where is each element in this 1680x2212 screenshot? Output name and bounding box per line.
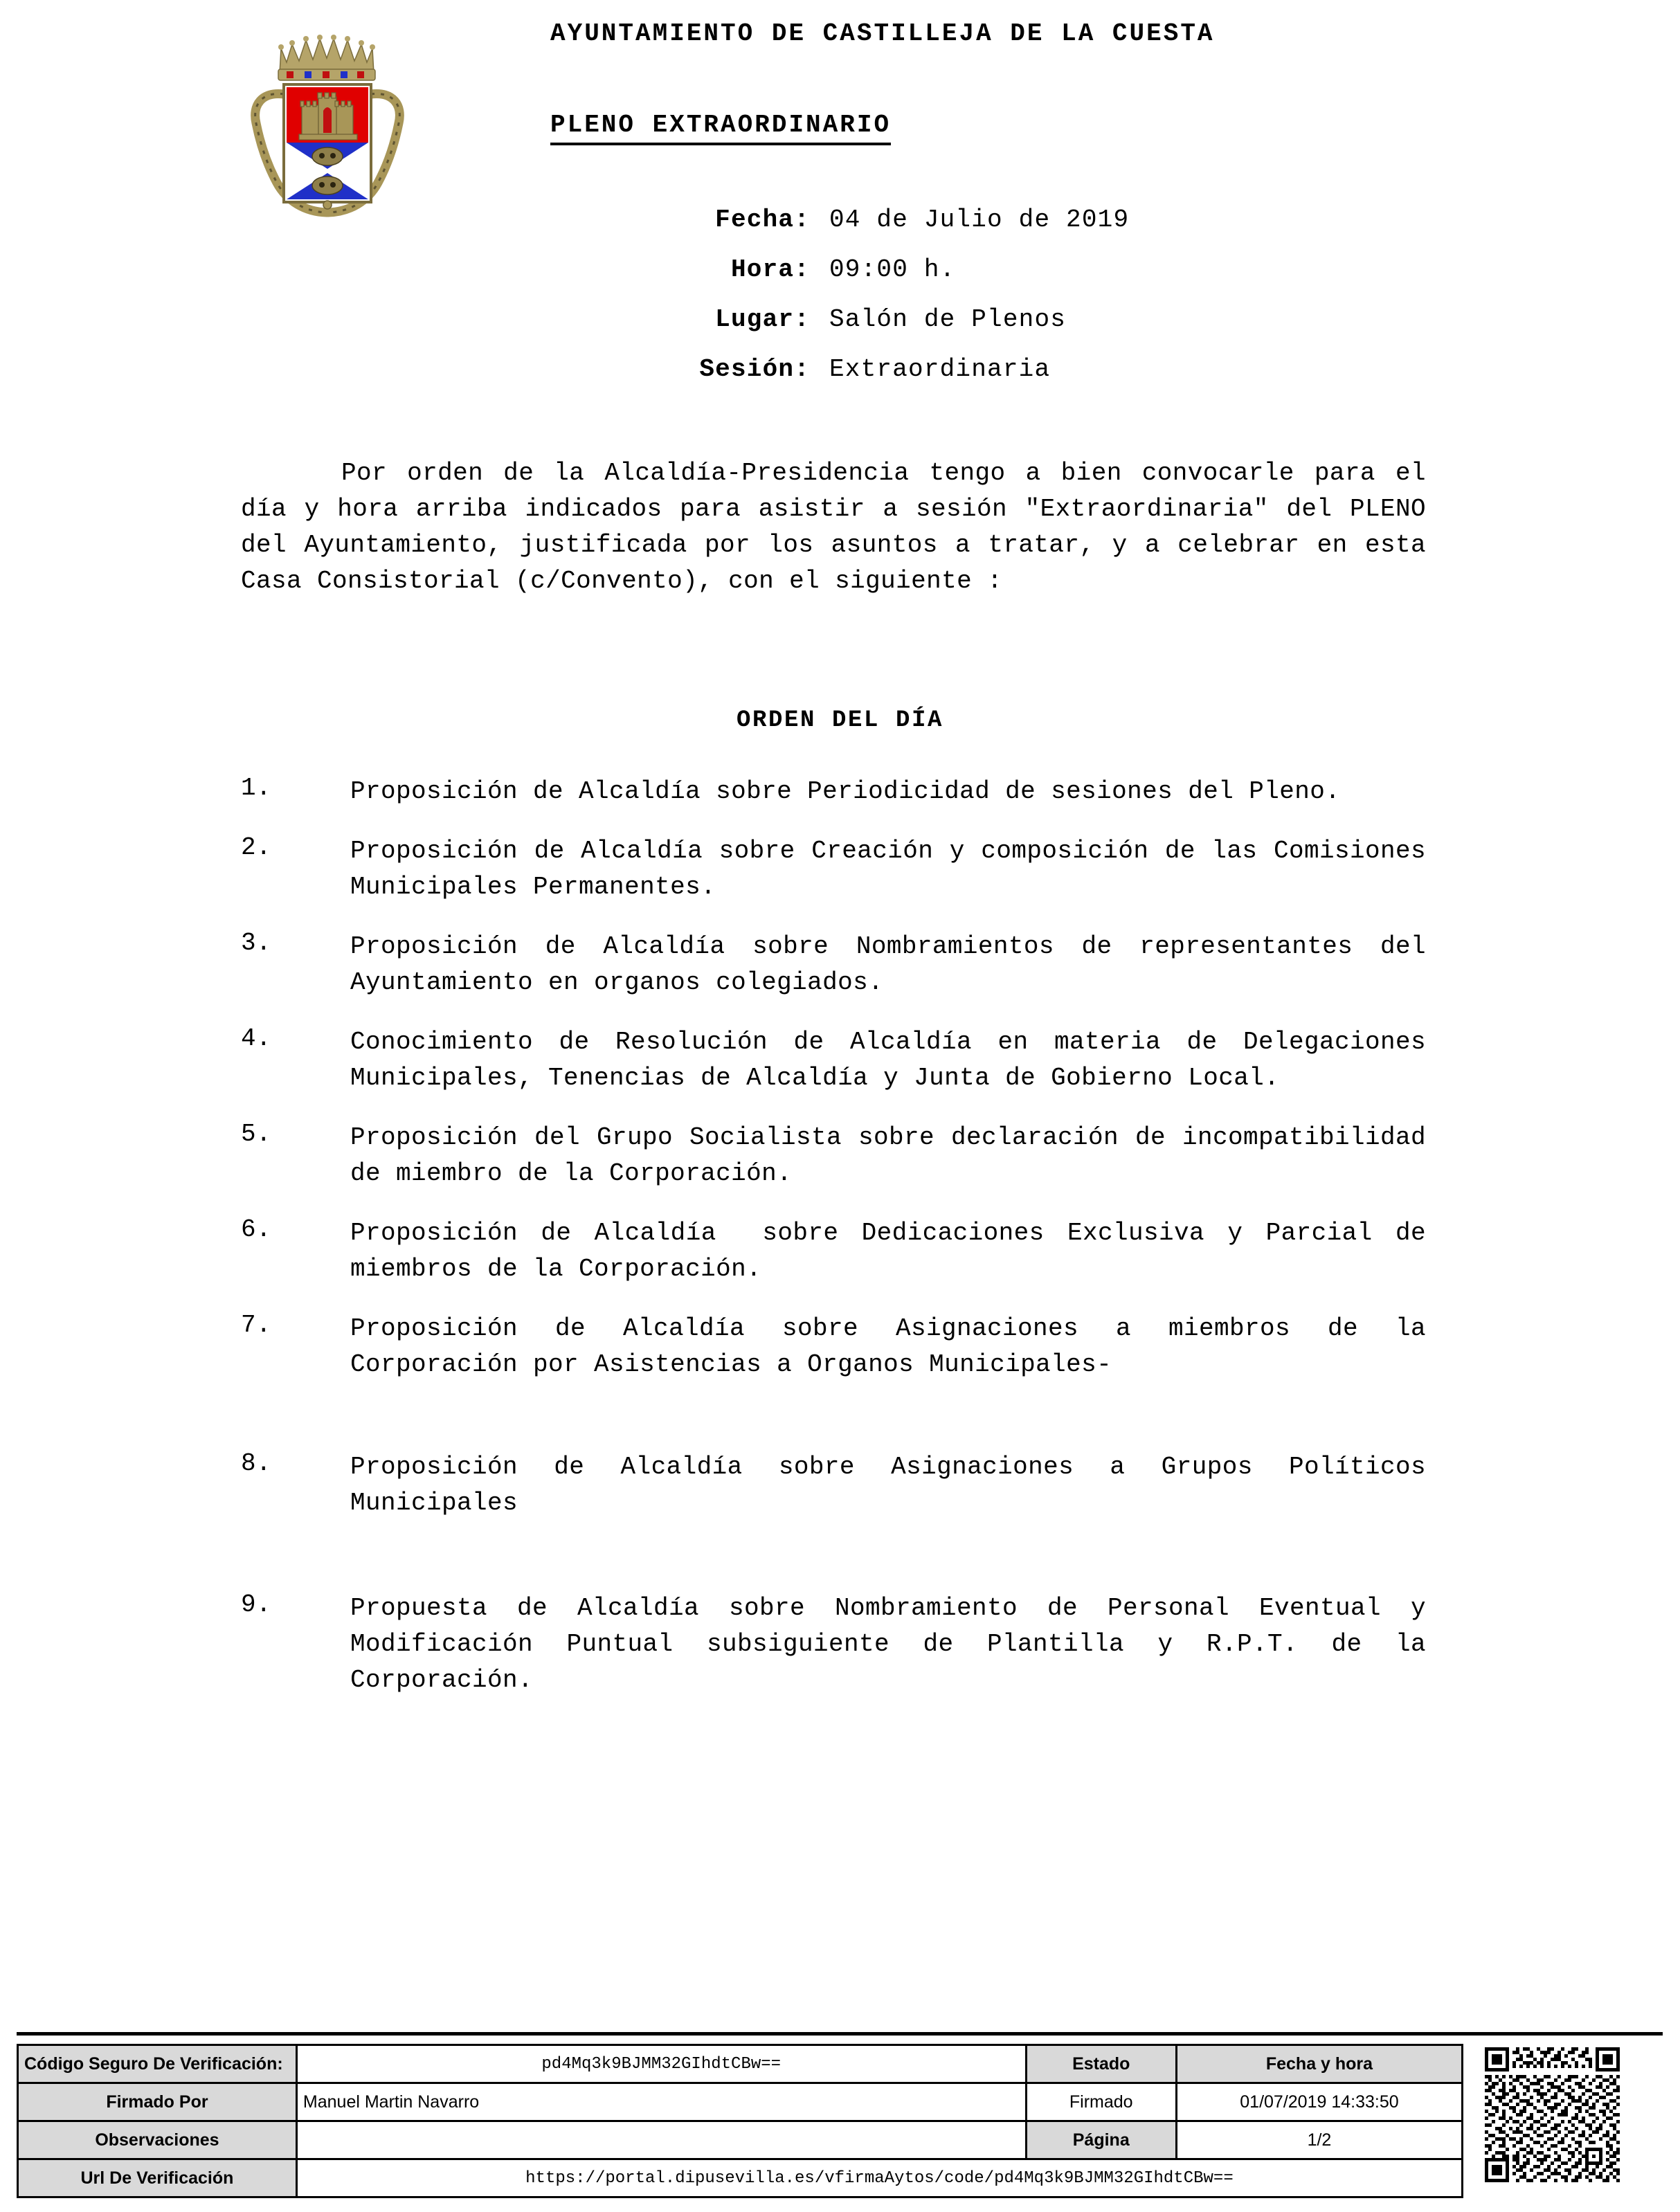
agenda-item-number: 9. (241, 1590, 272, 1619)
verification-table (17, 2044, 1463, 2198)
qr-code-icon (1481, 2044, 1623, 2186)
agenda-item (241, 1590, 1442, 1698)
agenda-item-text: Proposición del Grupo Socialista sobre declaración de incompatibilidad de miembro de la Corporación. (350, 1123, 1442, 1188)
agenda-item (241, 929, 1442, 1001)
url-value: https://portal.dipusevilla.es/vfirmaAytos/code/pd4Mq3k9BJMM32GIhdtCBw== (296, 2159, 1462, 2197)
table-row (18, 2083, 1463, 2121)
table-row (18, 2159, 1463, 2197)
agenda-item-number: 2. (241, 833, 272, 862)
agenda-item (241, 833, 1442, 905)
agenda-item-text: Proposición de Alcaldía sobre Nombramientos de representantes del Ayuntamiento en organos colegiados. (350, 932, 1442, 997)
agenda-item-text: Proposición de Alcaldía sobre Asignaciones a miembros de la Corporación por Asistencias a Organos Municipales- (350, 1314, 1442, 1379)
lugar-value: Salón de Plenos (829, 305, 1067, 334)
csv-value: pd4Mq3k9BJMM32GIhdtCBw== (296, 2045, 1026, 2083)
agenda-item-text: Proposición de Alcaldía sobre Asignaciones a Grupos Políticos Municipales (350, 1453, 1442, 1517)
observaciones-value (296, 2121, 1026, 2159)
agenda-item-text: Proposición de Alcaldía sobre Periodicidad de sesiones del Pleno. (350, 777, 1341, 806)
agenda-item-number: 3. (241, 929, 272, 957)
document-type-title: PLENO EXTRAORDINARIO (550, 111, 891, 145)
fecha-value: 04 de Julio de 2019 (829, 206, 1130, 234)
agenda-item (241, 1215, 1442, 1287)
coat-of-arms-icon (241, 19, 414, 234)
agenda-item-number: 8. (241, 1449, 272, 1478)
agenda-item (241, 1311, 1442, 1383)
fecha-label: Fecha: (715, 206, 810, 234)
firmado-por-label: Firmado Por (18, 2083, 297, 2121)
hora-label: Hora: (730, 255, 810, 284)
agenda-item-number: 6. (241, 1215, 272, 1244)
verification-footer (17, 2044, 1663, 2186)
agenda-list (241, 774, 1442, 1722)
agenda-item (241, 1120, 1442, 1192)
pagina-label: Página (1026, 2121, 1176, 2159)
convocation-paragraph: Por orden de la Alcaldía-Presidencia tengo a bien convocarle para el día y hora arriba indicados para asistir a sesión "Extraordinaria" del PLENO del Ayuntamiento, justificada por los asuntos a tratar, y a celebrar en esta Casa Consistorial (c/Convento), con el siguiente : (241, 459, 1442, 595)
fecha-hora-value: 01/07/2019 14:33:50 (1176, 2083, 1462, 2121)
table-row (18, 2045, 1463, 2083)
hora-value: 09:00 h. (829, 255, 956, 284)
agenda-item-text: Propuesta de Alcaldía sobre Nombramiento de Personal Eventual y Modificación Puntual subsiguiente de Plantilla y R.P.T. de la Corporación. (350, 1594, 1442, 1694)
agenda-item-text: Proposición de Alcaldía sobre Creación y composición de las Comisiones Municipales Permanentes. (350, 837, 1442, 901)
meta-row-hora (678, 257, 1129, 282)
agenda-item (241, 774, 1426, 810)
agenda-item-text: Proposición de Alcaldía sobre Dedicaciones Exclusiva y Parcial de miembros de la Corporación. (350, 1219, 1442, 1283)
agenda-heading: ORDEN DEL DÍA (736, 707, 944, 734)
table-row (18, 2121, 1463, 2159)
pagina-value: 1/2 (1176, 2121, 1462, 2159)
agenda-item-number: 5. (241, 1120, 272, 1148)
organization-title: AYUNTAMIENTO DE CASTILLEJA DE LA CUESTA (550, 19, 1215, 48)
footer-divider (17, 2032, 1663, 2036)
meta-row-fecha (678, 208, 1129, 233)
agenda-item-number: 4. (241, 1024, 272, 1053)
url-label: Url De Verificación (18, 2159, 297, 2197)
fecha-hora-label: Fecha y hora (1176, 2045, 1462, 2083)
estado-label: Estado (1026, 2045, 1176, 2083)
session-details (678, 208, 1129, 382)
sesion-label: Sesión: (699, 355, 810, 383)
meta-row-lugar (678, 307, 1129, 332)
meta-row-sesion (678, 357, 1129, 382)
agenda-item (241, 1024, 1442, 1096)
agenda-item (241, 1449, 1442, 1521)
csv-label: Código Seguro De Verificación: (18, 2045, 297, 2083)
estado-value: Firmado (1026, 2083, 1176, 2121)
observaciones-label: Observaciones (18, 2121, 297, 2159)
agenda-item-number: 7. (241, 1311, 272, 1339)
sesion-value: Extraordinaria (829, 355, 1051, 383)
lugar-label: Lugar: (715, 305, 810, 334)
firmado-por-value: Manuel Martin Navarro (296, 2083, 1026, 2121)
agenda-item-number: 1. (241, 774, 272, 802)
agenda-item-text: Conocimiento de Resolución de Alcaldía en materia de Delegaciones Municipales, Tenencias de Alcaldía y Junta de Gobierno Local. (350, 1028, 1442, 1092)
